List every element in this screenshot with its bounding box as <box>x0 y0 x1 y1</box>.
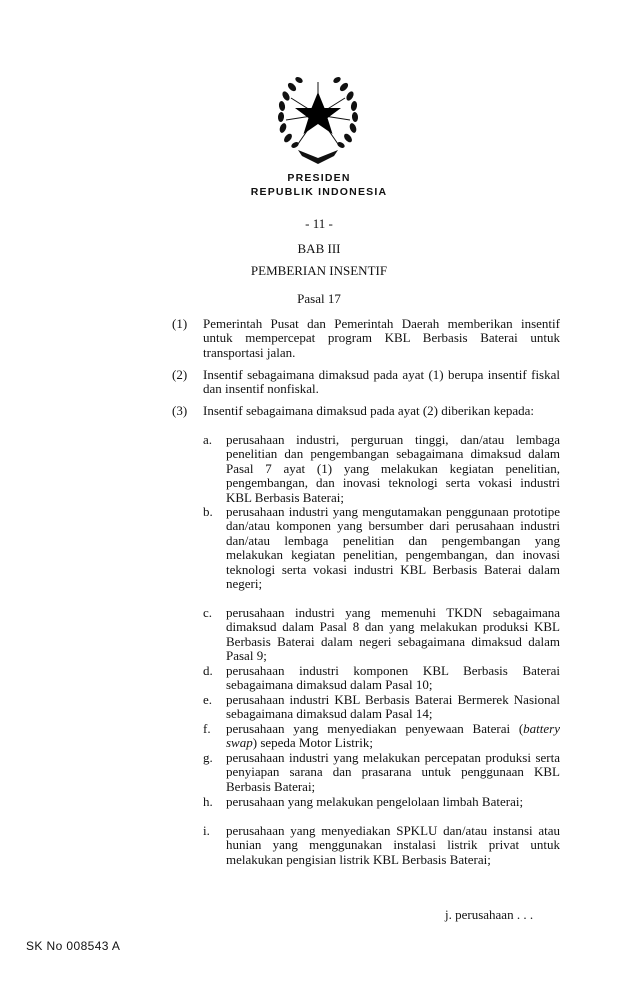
list-item-letter: c. <box>203 605 213 620</box>
paragraph-text: Insentif sebagaimana dimaksud pada ayat (1) berupa insentif fiskal dan insentif nonfiskal. <box>203 367 560 397</box>
paragraph-text: Pemerintah Pusat dan Pemerintah Daerah memberikan insentif untuk mempercepat program KBL Berbasis Baterai untuk transportasi jalan. <box>203 316 560 360</box>
document-code: SK No 008543 A <box>26 939 121 953</box>
chapter-title: PEMBERIAN INSENTIF <box>250 263 388 278</box>
page-number: - 11 - <box>305 216 333 231</box>
list-item-text <box>226 722 560 751</box>
header-presiden: PRESIDEN <box>287 172 351 184</box>
state-emblem-icon <box>270 68 366 168</box>
list-item-letter: g. <box>203 750 213 765</box>
paragraph-text: Insentif sebagaimana dimaksud pada ayat (2) diberikan kepada: <box>203 403 535 418</box>
list-item-letter: i. <box>203 823 210 838</box>
header-republik: REPUBLIK INDONESIA <box>250 186 388 198</box>
list-item-text-pre: perusahaan yang menyediakan penyewaan Baterai ( <box>226 721 524 736</box>
chapter-number: BAB III <box>297 241 341 256</box>
list-item-letter: a. <box>203 432 213 447</box>
list-item-letter: f. <box>203 721 211 736</box>
list-item-letter: b. <box>203 504 213 519</box>
list-item-text: perusahaan industri yang mengutamakan penggunaan prototipe dan/atau komponen yang bersumber dari perusahaan industri dan/atau lembaga penelitian dan pengembangan yang melakukan kegiatan penelitian, pengembangan, dan inovasi teknologi serta vokasi industri KBL Berbasis Baterai dalam negeri; <box>226 504 560 592</box>
list-item-text: perusahaan yang melakukan pengelolaan limbah Baterai; <box>226 794 524 809</box>
list-item-letter: h. <box>203 794 213 809</box>
list-item-text: perusahaan industri, perguruan tinggi, dan/atau lembaga penelitian dan pengembangan sebagaimana dimaksud dalam Pasal 7 ayat (1) yang melakukan kegiatan penelitian, pengembangan, dan inovasi teknologi serta vokasi industri KBL Berbasis Baterai; <box>226 432 560 505</box>
list-item-text: perusahaan industri KBL Berbasis Baterai Bermerek Nasional sebagaimana dimaksud dalam Pasal 14; <box>226 692 560 722</box>
list-item-letter: d. <box>203 663 213 678</box>
list-item-letter: e. <box>203 692 213 707</box>
paragraph-number: (1) <box>172 316 188 331</box>
list-item-text: perusahaan industri komponen KBL Berbasis Baterai sebagaimana dimaksud dalam Pasal 10; <box>226 663 560 693</box>
paragraph-number: (2) <box>172 367 188 382</box>
next-page-reference: j. perusahaan . . . <box>445 907 534 922</box>
list-item-text-post: ) sepeda Motor Listrik; <box>252 735 373 751</box>
article-title: Pasal 17 <box>297 291 341 306</box>
list-item-text: perusahaan yang menyediakan SPKLU dan/atau instansi atau hunian yang menggunakan instalasi listrik privat untuk melakukan pengisian listrik KBL Berbasis Baterai; <box>226 823 560 867</box>
list-item-text: perusahaan industri yang melakukan percepatan produksi serta penyiapan sarana dan prasarana untuk penggunaan KBL Berbasis Baterai; <box>226 750 560 794</box>
list-item-text-italic: battery swap <box>226 721 560 751</box>
list-item-text: perusahaan industri yang memenuhi TKDN sebagaimana dimaksud dalam Pasal 8 dan yang melakukan produksi KBL Berbasis Baterai dalam negeri sebagaimana dimaksud dalam Pasal 9; <box>226 605 560 664</box>
paragraph-number: (3) <box>172 403 188 418</box>
